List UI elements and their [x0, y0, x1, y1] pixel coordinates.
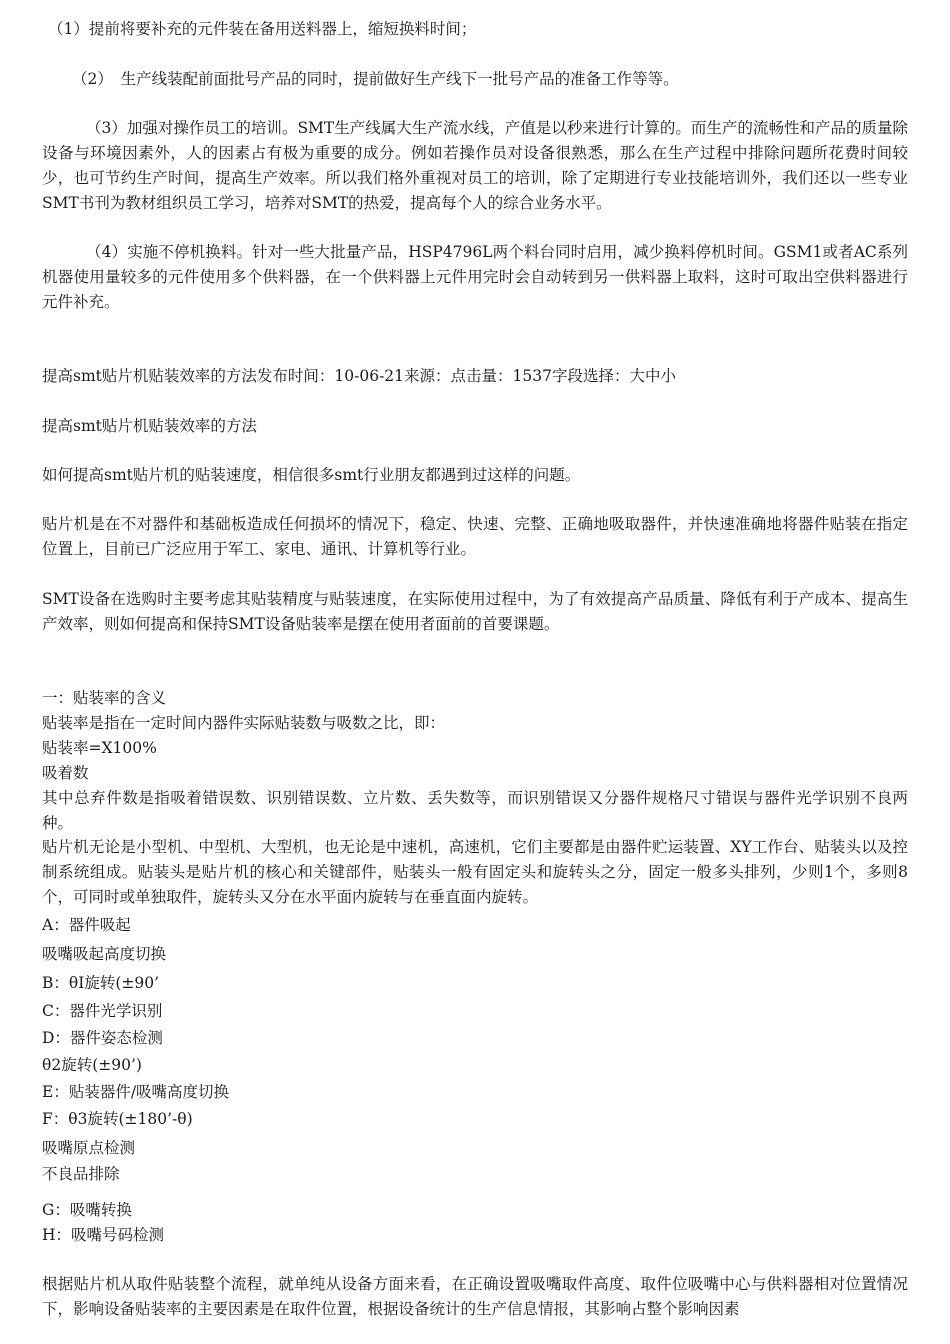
step-item: 不良品排除 [42, 1165, 120, 1183]
section-heading: 一：贴装率的含义 [42, 689, 167, 707]
intro-item-2: （2） 生产线装配前面批号产品的同时，提前做好生产线下一批号产品的准备工作等等。 [72, 70, 679, 88]
step-item: 吸嘴吸起高度切换 [42, 945, 167, 963]
section-paragraph-1: 其中总弃件数是指吸着错误数、识别错误数、立片数、丢失数等，而识别错误又分器件规格尺寸错误与器件光学识别不良两种。 [42, 789, 908, 832]
definition-line: 贴装率是指在一定时间内器件实际贴装数与吸数之比，即： [42, 714, 446, 732]
step-item: G：吸嘴转换 [42, 1201, 132, 1219]
intro-item-1: （1）提前将要补充的元件装在备用送料器上，缩短换料时间； [48, 20, 477, 38]
article-paragraph-2: 贴片机是在不对器件和基础板造成任何损坏的情况下，稳定、快速、完整、正确地吸取器件，并快速准确地将器件贴装在指定位置上，目前已广泛应用于军工、家电、通讯、计算机等行业。 [42, 515, 908, 558]
closing-paragraph: 根据贴片机从取件贴装整个流程，就单纯从设备方面来看，在正确设置吸嘴取件高度、取件位吸嘴中心与供料器相对位置情况下，影响设备贴装率的主要因素是在取件位置，根据设备统计的生产信息情报，其影响占整个影响因素 [42, 1275, 908, 1318]
section-paragraph-2: 贴片机无论是小型机、中型机、大型机，也无论是中速机，高速机，它们主要都是由器件贮运装置、XY工作台、贴装头以及控制系统组成。贴装头是贴片机的核心和关键部件，贴装头一般有固定头和旋转头之分，固定一般多头排列，少则1个，多则8个，可同时或单独取件，旋转头又分在水平面内旋转与在垂直面内旋转。 [42, 838, 908, 906]
article-paragraph-3: SMT设备在选购时主要考虑其贴装精度与贴装速度，在实际使用过程中，为了有效提高产品质量、降低有利于产成本、提高生产效率，则如何提高和保持SMT设备贴装率是摆在使用者面前的首要课题。 [42, 590, 908, 633]
formula-denominator: 吸着数 [42, 764, 89, 782]
step-item: B：θI旋转(±90’ [42, 974, 160, 992]
step-item: F：θ3旋转(±180’-θ) [42, 1110, 193, 1128]
step-item: A：器件吸起 [42, 916, 131, 934]
article-title: 提高smt贴片机贴装效率的方法 [42, 417, 257, 435]
step-item: H：吸嘴号码检测 [42, 1226, 165, 1244]
formula-line: 贴装率=X100% [42, 739, 157, 757]
step-item: θ2旋转(±90’) [42, 1056, 142, 1074]
intro-item-3: （3）加强对操作员工的培训。SMT生产线属大生产流水线，产值是以秒来进行计算的。而生产的流畅性和产品的质量除设备与环境因素外，人的因素占有极为重要的成分。例如若操作员对设备很熟悉，那么在生产过程中排除问题所花费时间较少，也可节约生产时间，提高生产效率。所以我们格外重视对员工的培训，除了定期进行专业技能培训外，我们还以一些专业SMT书刊为教材组织员工学习，培养对SMT的热爱，提高每个人的综合业务水平。 [42, 119, 908, 212]
step-item: E：贴装器件/吸嘴高度切换 [42, 1083, 230, 1101]
step-item: 吸嘴原点检测 [42, 1139, 136, 1157]
intro-item-4: （4）实施不停机换料。针对一些大批量产品，HSP4796L两个料台同时启用，减少换料停机时间。GSM1或者AC系列机器使用量较多的元件使用多个供料器，在一个供料器上元件用完时会自动转到另一供料器上取料，这时可取出空供料器进行元件补充。 [42, 243, 908, 311]
article-paragraph-1: 如何提高smt贴片机的贴装速度，相信很多smt行业朋友都遇到过这样的问题。 [42, 466, 581, 484]
article-meta-line: 提高smt贴片机贴装效率的方法发布时间：10-06-21来源：点击量：1537字段选择：大中小 [42, 367, 676, 385]
step-item: C：器件光学识别 [42, 1002, 163, 1020]
step-item: D：器件姿态检测 [42, 1029, 163, 1047]
